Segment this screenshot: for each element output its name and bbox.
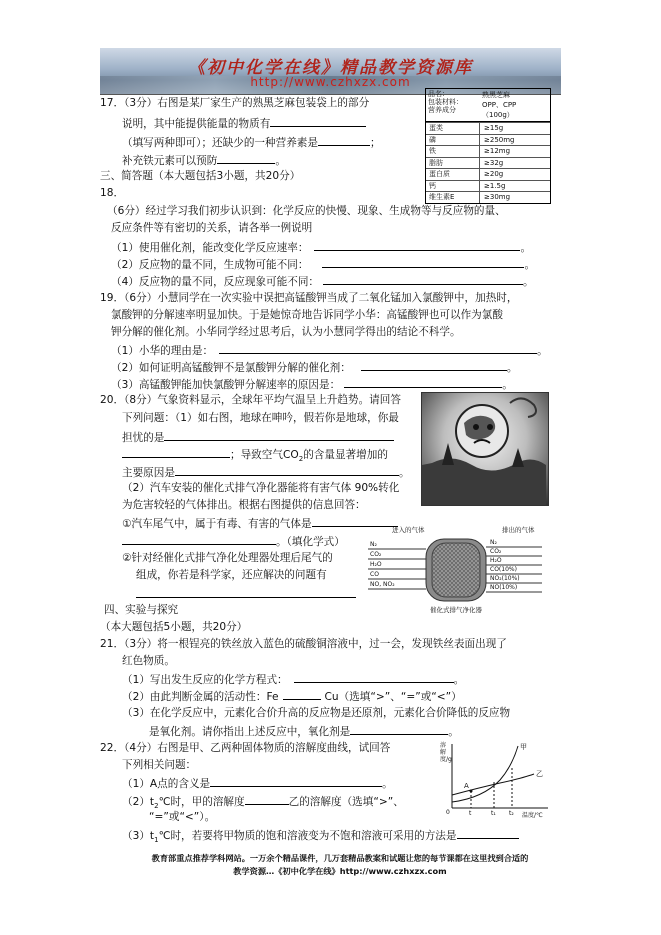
q18-blank-1[interactable]	[314, 239, 520, 251]
gas-label: NO₂(10%)	[490, 575, 520, 582]
q20-blank-formula[interactable]	[122, 533, 276, 545]
solubility-chart-drawing	[438, 740, 556, 820]
q18-line2: 反应条件等有密切的关系，请各举一例说明	[111, 222, 313, 234]
q17-line3	[122, 134, 381, 150]
q18-blank-3[interactable]	[323, 273, 523, 285]
gas-label: H₂O	[370, 561, 382, 568]
q21-item1	[122, 671, 464, 687]
q18-item1-end: 。	[520, 242, 532, 254]
q19-item2-end: 。	[506, 362, 518, 374]
nutrition-row	[426, 157, 550, 169]
q20-line8	[122, 515, 398, 531]
q22-item1-end: 。	[382, 778, 393, 790]
q19-line1: 19．（6分）小慧同学在一次实验中误把高锰酸钾当成了二氧化锰加入氯酸钾中，加热时，	[100, 292, 518, 304]
q19-item2-text: （2）如何证明高锰酸钾不是氯酸钾分解的催化剂：	[111, 362, 351, 374]
gas-label: NO(10%)	[490, 584, 518, 591]
gas-label: N₂	[370, 541, 377, 548]
point-a-marker	[470, 790, 473, 793]
q20-line8-text: ①汽车尾气中，属于有毒、有害的气体是	[122, 518, 312, 530]
nutrient-name: 蛋类	[426, 123, 480, 134]
q18-item3-end: 。	[523, 276, 534, 288]
chart-ylabel: 溶解度/g	[440, 742, 452, 763]
nutrient-value: ≥12mg	[484, 147, 511, 155]
nutrient-name: 磷	[426, 135, 480, 146]
q21-item2	[122, 688, 462, 704]
q20-line1: 20．（8分）气象资料显示，全球年平均气温呈上升趋势。请回答	[100, 394, 401, 406]
footer-line2: 教学资源…《初中化学在线》http://www.czhxzx.com	[233, 866, 447, 876]
q19-blank-3[interactable]	[344, 376, 502, 388]
q17-line1: 17．（3分）右图是某厂家生产的熟黑芝麻包装袋上的部分	[100, 97, 370, 109]
nutrient-value: ≥32g	[484, 158, 504, 167]
converter-caption: 催化式排气净化器	[430, 606, 482, 614]
q22-t2-subscript: 2	[154, 802, 159, 811]
nutrition-label-table	[425, 88, 551, 204]
product-name: 熟黑芝麻	[482, 91, 510, 99]
q22-item2-cont: “=”或“<”）。	[149, 811, 216, 823]
gas-label: CO₂	[370, 551, 382, 558]
catalytic-converter-diagram	[362, 525, 548, 615]
q20-line3	[122, 429, 394, 445]
nutrient-name: 铁	[426, 146, 480, 157]
q21-blank-activity[interactable]	[283, 688, 321, 700]
q20-line5-text: 主要原因是	[122, 467, 175, 479]
q20-blank-problem[interactable]	[136, 586, 356, 598]
converter-in-gas-list	[370, 540, 395, 590]
nutrition-header-labels: 品名： 包装材料： 营养成分	[428, 90, 463, 114]
q22-item3	[122, 827, 519, 847]
q22-line2: 下列相关问题：	[122, 759, 197, 771]
q21-item2-text-b: Cu（选填“>”、“=”或“<”）	[324, 691, 462, 703]
nutrition-table-header	[426, 89, 550, 122]
q17-line4-text: 补充铁元素可以预防	[122, 155, 218, 167]
section3-heading: 三、简答题（本大题包括3小题，共20分）	[100, 170, 301, 182]
chart-point-label: A	[464, 782, 469, 790]
q18-item1	[111, 239, 531, 255]
q22-item1-text: （1）A点的含义是	[122, 778, 211, 790]
gas-label: CO	[370, 571, 379, 578]
q22-blank-point-a[interactable]	[210, 775, 382, 787]
q21-item3a: （3）在化学反应中，元素化合价升高的反应物是还原剂，元素化合价降低的反应物	[122, 707, 511, 719]
q19-item3-end: 。	[502, 379, 513, 391]
curve-jia	[452, 746, 518, 802]
q22-blank-method[interactable]	[457, 827, 519, 839]
q17-blank-disease[interactable]	[217, 152, 275, 164]
nutrition-row	[426, 168, 550, 180]
converter-in-title: 进入的气体	[392, 526, 425, 534]
q18-item1-text: （1）使用催化剂，能改变化学反应速率：	[111, 242, 309, 254]
q17-line4	[122, 152, 286, 168]
q20-line5-end: 。	[398, 467, 410, 479]
converter-out-gas-list	[490, 538, 520, 592]
package-material: OPP、CPP	[482, 101, 517, 109]
nutrition-row	[426, 191, 550, 203]
q17-line2	[122, 115, 366, 131]
nutrient-name: 脂肪	[426, 158, 480, 169]
converter-out-title: 排出的气体	[502, 526, 535, 534]
q17-blank-nutrient[interactable]	[318, 134, 370, 146]
per-amount: （100g）	[482, 111, 514, 119]
section4-heading: 四、实验与探究	[104, 604, 179, 616]
q21-line1: 21．（3分）将一根锃亮的铁丝放入蓝色的硫酸铜溶液中，过一会，发现铁丝表面出现了	[100, 638, 507, 650]
q20-line5	[122, 464, 410, 480]
q22-item2-text-c: 乙的溶解度（选填“>”、	[288, 796, 404, 808]
footer-line1: 教育部重点推荐学科网站。一万余个精品课件，几万套精品教案和试题让您的每节课都在这里找到合适的	[151, 853, 529, 863]
q18-item2-end: 。	[524, 259, 536, 271]
q19-item1-text: （1）小华的理由是：	[111, 345, 214, 357]
q20-line6: （2）汽车安装的催化式排气净化器能将有害气体 90%转化	[122, 482, 400, 494]
gas-label: H₂O	[490, 557, 502, 564]
q21-item3b-text: 是氧化剂。请你指出上述反应中，氧化剂是	[149, 726, 351, 738]
q21-item3-end: 。	[448, 726, 459, 738]
q20-line4-text-b: 的含量显著增加的	[303, 449, 388, 461]
q20-line2: 下列问题：（1）如右图，地球在呻吟，假若你是地球，你最	[122, 412, 399, 424]
nutrient-value: ≥20g	[484, 170, 504, 178]
q21-blank-oxidant[interactable]	[350, 723, 448, 735]
earth-groaning-illustration	[421, 392, 549, 506]
q21-item1-end: 。	[453, 674, 465, 686]
q20-line7: 为危害较轻的气体排出。根据右图提供的信息回答：	[122, 499, 366, 511]
nutrition-header-values	[478, 89, 520, 121]
q19-line3: 钾分解的催化剂。小华同学经过思考后，认为小慧同学得出的结论不科学。	[111, 326, 461, 338]
q17-line3-end: ；	[369, 137, 381, 149]
q20-line11: 组成，你若是科学家，还应解决的问题有	[136, 569, 327, 581]
q20-line9	[122, 533, 345, 549]
q19-item3-text: （3）高锰酸钾能加快氯酸钾分解速率的原因是：	[111, 379, 341, 391]
q21-item2-text: （2）由此判断金属的活动性：Fe	[122, 691, 279, 703]
nutrition-row	[426, 180, 550, 192]
chart-xlabel: 温度/℃	[522, 812, 543, 819]
q18-number: 18．	[100, 187, 125, 199]
chart-tick-t1: t₁	[491, 810, 496, 817]
section4-subheading: （本大题包括5小题，共20分）	[100, 621, 248, 633]
q22-item2-text-b: ℃时，甲的溶解度	[158, 796, 245, 808]
nutrient-value: ≥1.5g	[484, 181, 506, 190]
q22-item1	[122, 775, 393, 791]
nutrition-row	[426, 122, 550, 134]
earth-illustration-drawing	[422, 393, 548, 505]
q17-blank-energy[interactable]	[270, 115, 366, 127]
q18-line1: （6分）经过学习我们初步认识到：化学反应的快慢、现象、生成物等与反应物的量、	[107, 205, 506, 217]
q18-item2-text: （2）反应物的量不同，生成物可能不同：	[111, 259, 309, 271]
gas-label: NO, NO₂	[370, 581, 395, 588]
gas-label: CO₂	[490, 548, 502, 555]
nutrient-name: 蛋白质	[426, 169, 480, 180]
q17-line3-text: （填写两种即可）；还缺少的一种营养素是	[122, 137, 318, 149]
q20-line9-end: 。（填化学式）	[276, 536, 345, 548]
q21-item3b	[149, 723, 459, 739]
q21-item1-text: （1）写出发生反应的化学方程式：	[122, 674, 288, 686]
q20-line3-text: 担忧的是	[122, 432, 165, 444]
q22-line1: 22．（4分）右图是甲、乙两种固体物质的溶解度曲线，试回答	[100, 742, 391, 754]
nutrition-rows	[426, 122, 550, 203]
q18-item2	[111, 256, 535, 272]
nutrition-row	[426, 134, 550, 146]
q22-item2-text: （2）t	[122, 796, 155, 808]
gas-label: CO(10%)	[490, 566, 517, 573]
page-footer	[60, 852, 620, 878]
q17-line2-text: 说明，其中能提供能量的物质有	[122, 118, 271, 130]
q22-blank-compare[interactable]	[245, 793, 289, 805]
gas-label: N₂	[490, 539, 497, 546]
q20-blank-reason[interactable]	[175, 464, 399, 476]
chart-origin: 0	[446, 809, 450, 816]
nutrition-row	[426, 145, 550, 157]
q21-line2: 红色物质。	[122, 655, 175, 667]
q19-item2	[111, 359, 517, 375]
chart-tick-t: t	[469, 810, 472, 817]
q19-blank-2[interactable]	[361, 359, 507, 371]
solubility-curve-chart	[438, 740, 556, 820]
q18-item3	[111, 273, 534, 289]
chart-curve-a-label: 甲	[520, 743, 527, 751]
nutrient-name: 钙	[426, 181, 480, 192]
banner-title: 《初中化学在线》精品教学资源库	[188, 58, 473, 78]
q20-line12	[136, 586, 356, 602]
q20-blank-worry-cont[interactable]	[122, 446, 230, 458]
q22-item3-text: （3）t	[122, 830, 155, 842]
q20-line10: ②针对经催化式排气净化处理器处理后尾气的	[122, 552, 333, 564]
q19-item1	[111, 342, 548, 358]
q20-blank-worry[interactable]	[164, 429, 394, 441]
chart-tick-t2: t₂	[509, 810, 514, 817]
q17-line4-end: 。	[275, 155, 286, 167]
q18-blank-2[interactable]	[322, 256, 524, 268]
q19-line2: 氯酸钾的分解速率明显加快。于是她惊奇地告诉同学小华：高锰酸钾也可以作为氯酸	[111, 309, 503, 321]
q19-blank-1[interactable]	[219, 342, 537, 354]
nutrient-name: 维生素E	[426, 192, 480, 203]
q19-item3	[111, 376, 513, 392]
q20-line4-text: ；导致空气CO	[230, 449, 299, 461]
q22-t1-subscript: 1	[154, 836, 159, 845]
nutrient-value: ≥250mg	[484, 135, 515, 144]
q18-item3-text: （4）反应物的量不同，反应现象可能不同：	[111, 276, 320, 288]
q20-co2-subscript: 2	[298, 455, 304, 464]
q19-item1-end: 。	[537, 345, 548, 357]
nutrient-value: ≥30mg	[484, 193, 511, 201]
q22-item3-text-b: ℃时，若要将甲物质的饱和溶液变为不饱和溶液可采用的方法是	[158, 830, 457, 842]
nutrient-value: ≥15g	[484, 124, 504, 132]
chart-curve-b-label: 乙	[536, 770, 543, 778]
banner-url-link[interactable]: http://www.czhxzx.com	[250, 75, 411, 89]
q21-blank-equation[interactable]	[294, 671, 454, 683]
